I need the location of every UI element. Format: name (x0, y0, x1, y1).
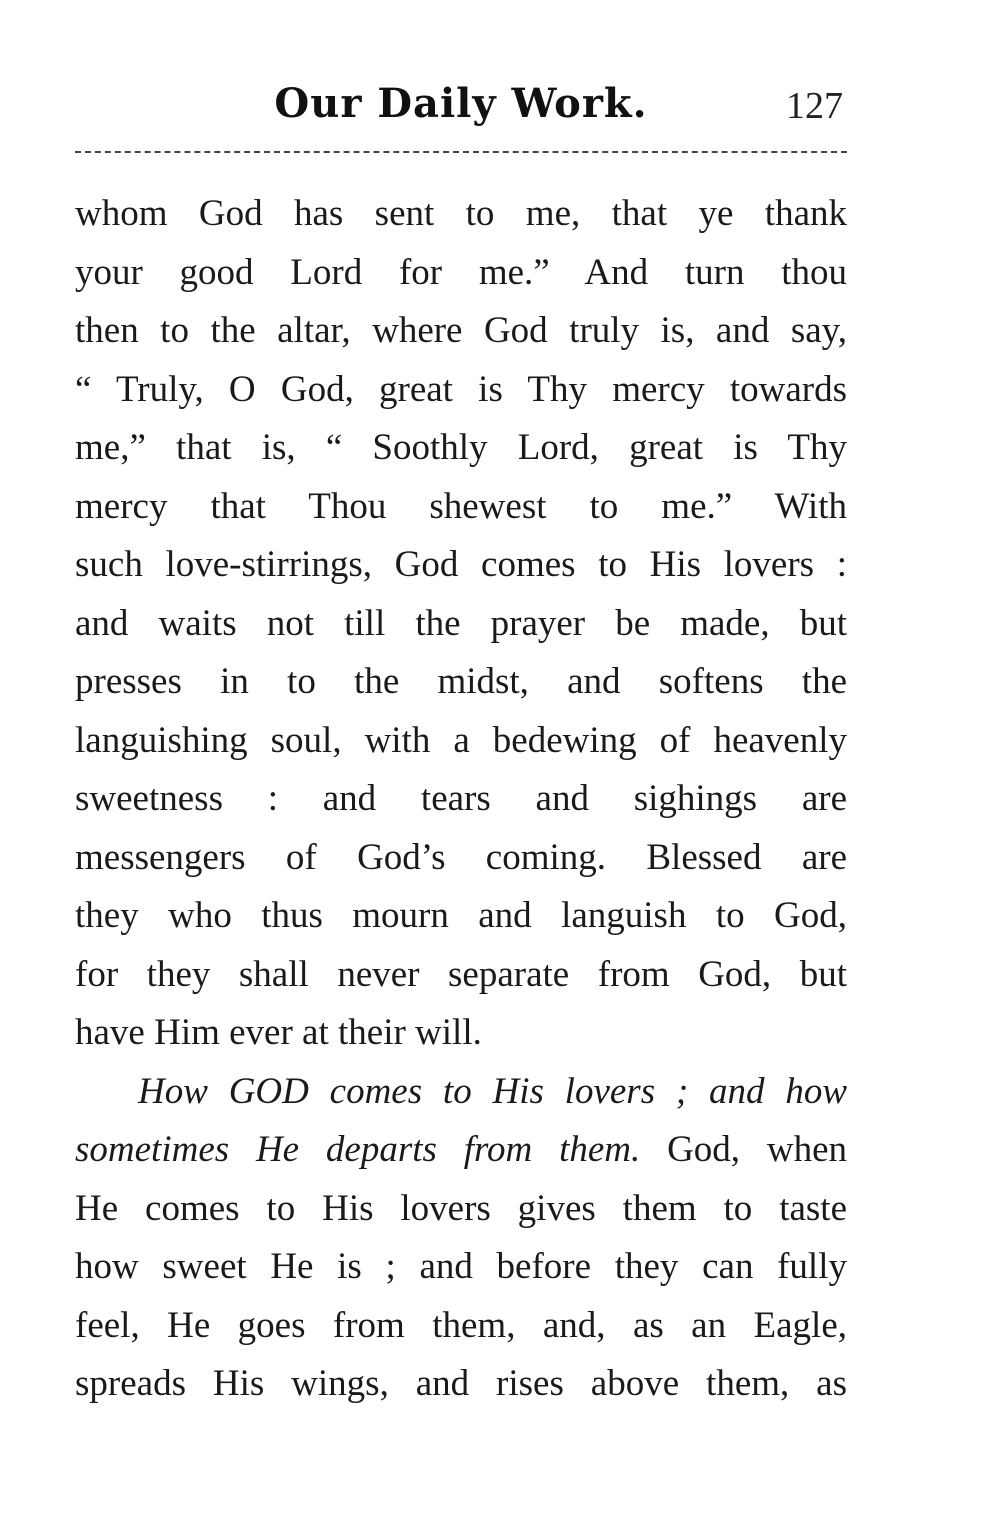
text-line: feel, He goes from them, and, as an Eagle, (75, 1304, 847, 1346)
text-line: “ Truly, O God, great is Thy mercy towards (75, 368, 847, 410)
text-line-mixed (75, 1121, 847, 1180)
text-line: then to the altar, where God truly is, and say, (75, 310, 847, 351)
text-line: sweetness : and tears and sighings are (75, 778, 847, 819)
running-head (75, 80, 847, 140)
text-line: me,” that is, “ Soothly Lord, great is Thy (75, 427, 847, 468)
text-line: presses in to the midst, and softens the (75, 661, 847, 702)
text-fragment: God, when (640, 1129, 847, 1170)
section-heading-end: sometimes He departs from them. (75, 1129, 641, 1170)
body-text (75, 185, 847, 1414)
text-line: your good Lord for me.” And turn thou (75, 251, 847, 293)
section-heading-line: How GOD comes to His lovers ; and how (138, 1070, 847, 1112)
text-line: whom God has sent to me, that ye thank (75, 193, 847, 234)
text-line: and waits not till the prayer be made, but (75, 602, 847, 644)
page-number: 127 (786, 85, 843, 127)
text-line: mercy that Thou shewest to me.” With (75, 485, 847, 527)
text-line: languishing soul, with a bedewing of heavenly (75, 719, 847, 761)
text-line: spreads His wings, and rises above them, as (75, 1363, 847, 1404)
paragraph-1 (75, 185, 847, 1063)
text-line: for they shall never separate from God, but (75, 953, 847, 995)
text-line: such love-stirrings, God comes to His lovers : (75, 544, 847, 585)
text-line: they who thus mourn and languish to God, (75, 895, 847, 936)
text-line: have Him ever at their will. (75, 1012, 482, 1053)
text-line: messengers of God’s coming. Blessed are (75, 836, 847, 878)
text-line: how sweet He is ; and before they can fully (75, 1246, 847, 1287)
header-rule (75, 151, 847, 153)
paragraph-2 (75, 1063, 847, 1414)
running-title: Our Daily Work. (274, 80, 648, 127)
text-line: He comes to His lovers gives them to taste (75, 1187, 847, 1229)
